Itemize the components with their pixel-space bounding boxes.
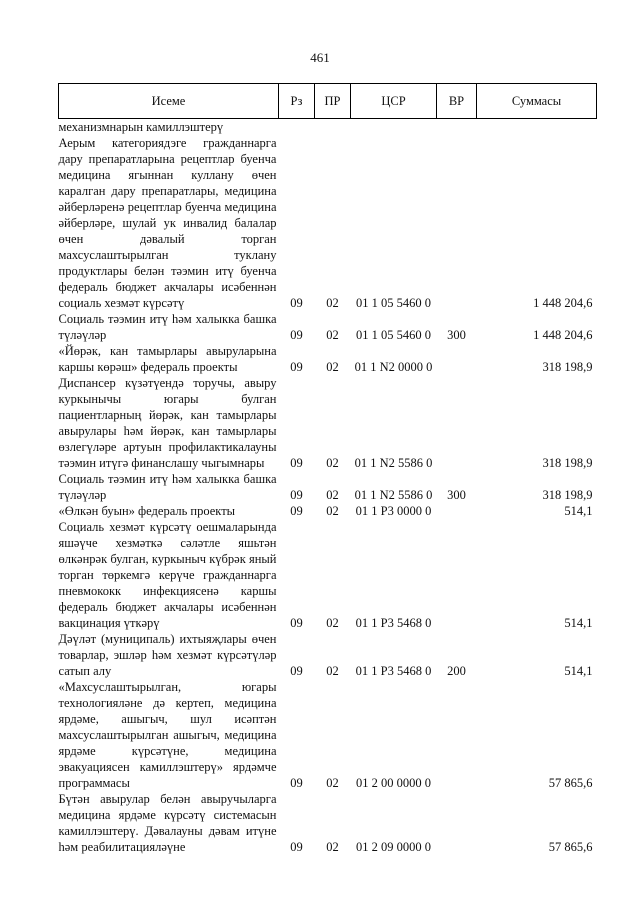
cell-vr [437, 375, 477, 471]
cell-name: Бүтән авырулар белән авыручыларга медицина ярдәме күрсәтү системасын камиллэштерү. Дәвалауны дәвам итүне һәм реабилитацияләүне [58, 792, 277, 854]
cell-pr [315, 119, 351, 136]
cell-pr: 02 [326, 840, 339, 854]
cell-name: Диспансер күзәтүендә торучы, авыру куркынычы югары булган пациентларның йөрәк, кан тамырлары авырулары һәм йөрәк, кан тамырлары өзлегүләре артуын профилактикалауны тәэмин итүгә финанслашу чыгымнары [58, 376, 277, 470]
cell-vr: 200 [447, 664, 466, 678]
cell-csr: 01 1 P3 5468 0 [355, 664, 432, 678]
cell-sum: 318 198,9 [542, 456, 593, 470]
cell-csr: 01 1 P3 0000 0 [355, 504, 432, 518]
table-row [59, 679, 597, 791]
cell-csr: 01 1 05 5460 0 [356, 328, 431, 342]
cell-sum: 514,1 [564, 664, 593, 678]
cell-sum: 1 448 204,6 [533, 296, 593, 310]
cell-vr [437, 503, 477, 519]
column-header-pr: ПР [315, 84, 351, 119]
table-row [59, 135, 597, 311]
table-row [59, 503, 597, 519]
cell-name: Социаль тәэмин итү һәм халыкка башка түләүләр [58, 312, 277, 342]
cell-name: «Махсуслаштырылган, югары технологияләне дә кертеп, медицина ярдәме, ашыгыч, шул исәптән махсуслаштырылган ашыгыч, медицина ярдәме күрсәтүне, медицина эвакуациясен камиллэштерү» ярдәмче программасы [58, 680, 277, 790]
cell-name: Аерым категориядэге гражданнарга дару препаратларына рецептлар буенча медицина ягыннан куллану өчен каралган дару препаратлары, медицина әйберләренә рецептлар буенча медицина әйберләре, шулай ук инвалид балалар өчен дәвалый торган махсуслаштырылган туклану продуктлары белән тәэмин итү буенча федераль бюджет акчалары исәбеннән социаль хезмәт күрсәтү [58, 136, 277, 310]
cell-sum: 1 448 204,6 [533, 328, 593, 342]
cell-pr: 02 [326, 296, 339, 310]
table-row [59, 471, 597, 503]
cell-rz [279, 119, 315, 136]
cell-vr [437, 343, 477, 375]
cell-rz: 09 [290, 776, 303, 790]
cell-vr [437, 135, 477, 311]
table-row [59, 343, 597, 375]
table-row [59, 519, 597, 631]
cell-vr [437, 791, 477, 855]
column-header-rz: Рз [279, 84, 315, 119]
cell-vr [437, 679, 477, 791]
cell-name: Социаль хезмәт күрсәтү оешмаларында яшәүче хезмәткә сәләтле яшьтән өлкәнрәк булган, куркыныч күбрәк яный торган төркемгә керүче гражданнарга пневмококк инфекциясенә каршы федераль бюджет акчалары исәбеннән вакцинация үткәрү [58, 520, 277, 630]
cell-rz: 09 [290, 664, 303, 678]
cell-csr: 01 1 P3 5468 0 [355, 616, 432, 630]
cell-name: «Өлкән буын» федераль проекты [58, 504, 236, 518]
cell-sum: 57 865,6 [548, 840, 593, 854]
table-header-row [59, 84, 597, 119]
cell-csr: 01 1 N2 5586 0 [354, 488, 433, 502]
cell-rz: 09 [290, 456, 303, 470]
cell-name: механизмнарын камиллэштерү [58, 120, 224, 134]
cell-rz: 09 [290, 840, 303, 854]
cell-rz: 09 [290, 360, 303, 374]
cell-csr: 01 1 N2 0000 0 [354, 360, 433, 374]
table-row [59, 311, 597, 343]
cell-name: «Йөрәк, кан тамырлары авыруларына каршы көрәш» федераль проекты [58, 344, 277, 374]
cell-rz: 09 [290, 504, 303, 518]
cell-vr: 300 [447, 488, 466, 502]
table-row [59, 375, 597, 471]
cell-name: Дәүләт (муниципаль) ихтыяҗлары өчен товарлар, эшләр һәм хезмәт күрсәтүләр сатып алу [58, 632, 277, 678]
cell-csr: 01 1 05 5460 0 [356, 296, 431, 310]
cell-pr: 02 [326, 488, 339, 502]
cell-csr: 01 2 09 0000 0 [356, 840, 431, 854]
cell-vr [437, 119, 477, 136]
cell-pr: 02 [326, 664, 339, 678]
cell-vr: 300 [447, 328, 466, 342]
budget-table [58, 83, 597, 855]
cell-pr: 02 [326, 360, 339, 374]
cell-pr: 02 [326, 776, 339, 790]
cell-pr: 02 [326, 328, 339, 342]
cell-csr: 01 2 00 0000 0 [356, 776, 431, 790]
cell-rz: 09 [290, 296, 303, 310]
cell-pr: 02 [326, 456, 339, 470]
cell-pr: 02 [326, 616, 339, 630]
cell-csr [351, 119, 437, 136]
cell-csr: 01 1 N2 5586 0 [354, 456, 433, 470]
table-row [59, 631, 597, 679]
cell-sum: 57 865,6 [548, 776, 593, 790]
cell-pr: 02 [326, 504, 339, 518]
cell-rz: 09 [290, 328, 303, 342]
cell-sum: 318 198,9 [542, 488, 593, 502]
table-row [59, 119, 597, 136]
page-number: 461 [310, 50, 330, 65]
column-header-csr: ЦСР [351, 84, 437, 119]
cell-sum: 514,1 [564, 616, 593, 630]
cell-rz: 09 [290, 616, 303, 630]
cell-vr [437, 519, 477, 631]
column-header-sum: Суммасы [477, 84, 597, 119]
cell-name: Социаль тәэмин итү һәм халыкка башка түләүләр [58, 472, 277, 502]
cell-rz: 09 [290, 488, 303, 502]
column-header-vr: ВР [437, 84, 477, 119]
table-row [59, 791, 597, 855]
cell-sum: 514,1 [564, 504, 593, 518]
cell-sum [477, 119, 597, 136]
column-header-name: Исеме [59, 84, 279, 119]
cell-sum: 318 198,9 [542, 360, 593, 374]
